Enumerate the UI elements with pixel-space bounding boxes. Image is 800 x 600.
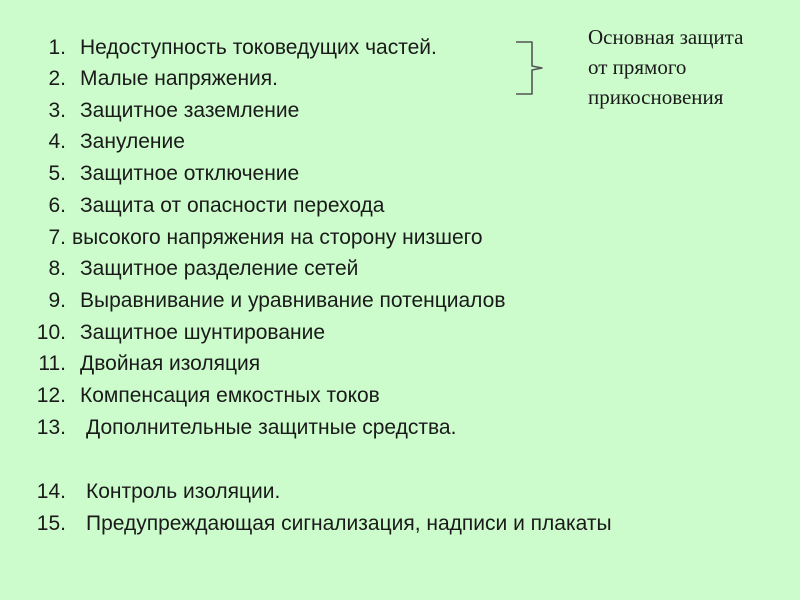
note-line: от прямого <box>588 55 687 79</box>
list-item-text: Предупреждающая сигнализация, надписи и плакаты <box>86 512 612 535</box>
list-item-text: Компенсация емкостных токов <box>80 384 380 407</box>
list-item-text: Защитное отключение <box>80 162 300 185</box>
list-item-text: Недоступность токоведущих частей. <box>80 36 437 59</box>
list-item-number: 4. <box>48 130 66 153</box>
list-item-number: 13. <box>36 416 66 439</box>
list-item-number: 9. <box>48 289 66 312</box>
basic-protection-note <box>588 22 743 112</box>
list-item-text: Малые напряжения. <box>80 67 278 90</box>
list-item-number: 5. <box>48 162 66 185</box>
note-line: прикосновения <box>588 85 724 109</box>
list-item-text: Защитное заземление <box>80 99 300 122</box>
list-item-text: Выравнивание и уравнивание потенциалов <box>80 289 506 312</box>
list-item-text: высокого напряжения на сторону низшего <box>72 226 483 249</box>
list-item-text: Дополнительные защитные средства. <box>86 416 457 439</box>
list-item-number: 10. <box>36 321 66 344</box>
list-item-number: 2. <box>48 67 66 90</box>
list-item-text: Контроль изоляции. <box>86 480 281 503</box>
list-item-text: Защитное разделение сетей <box>80 257 359 280</box>
list-item-number: 11. <box>38 352 66 375</box>
list-item-text: Защитное шунтирование <box>80 321 326 344</box>
list-item-number: 8. <box>48 257 66 280</box>
list-item-text: Двойная изоляция <box>80 352 261 375</box>
right-brace-icon <box>512 40 552 96</box>
list-item-text: Защита от опасности перехода <box>80 194 385 217</box>
list-item-number: 1. <box>48 36 66 59</box>
list-item-text: Зануление <box>80 130 185 153</box>
note-line: Основная защита <box>588 25 744 49</box>
list-item-number: 7. <box>48 226 66 249</box>
list-item-number: 6. <box>48 194 66 217</box>
list-item-number: 12. <box>36 384 66 407</box>
list-item-number: 14. <box>36 480 66 503</box>
list-item-number: 15. <box>36 512 66 535</box>
list-item-number: 3. <box>48 99 66 122</box>
